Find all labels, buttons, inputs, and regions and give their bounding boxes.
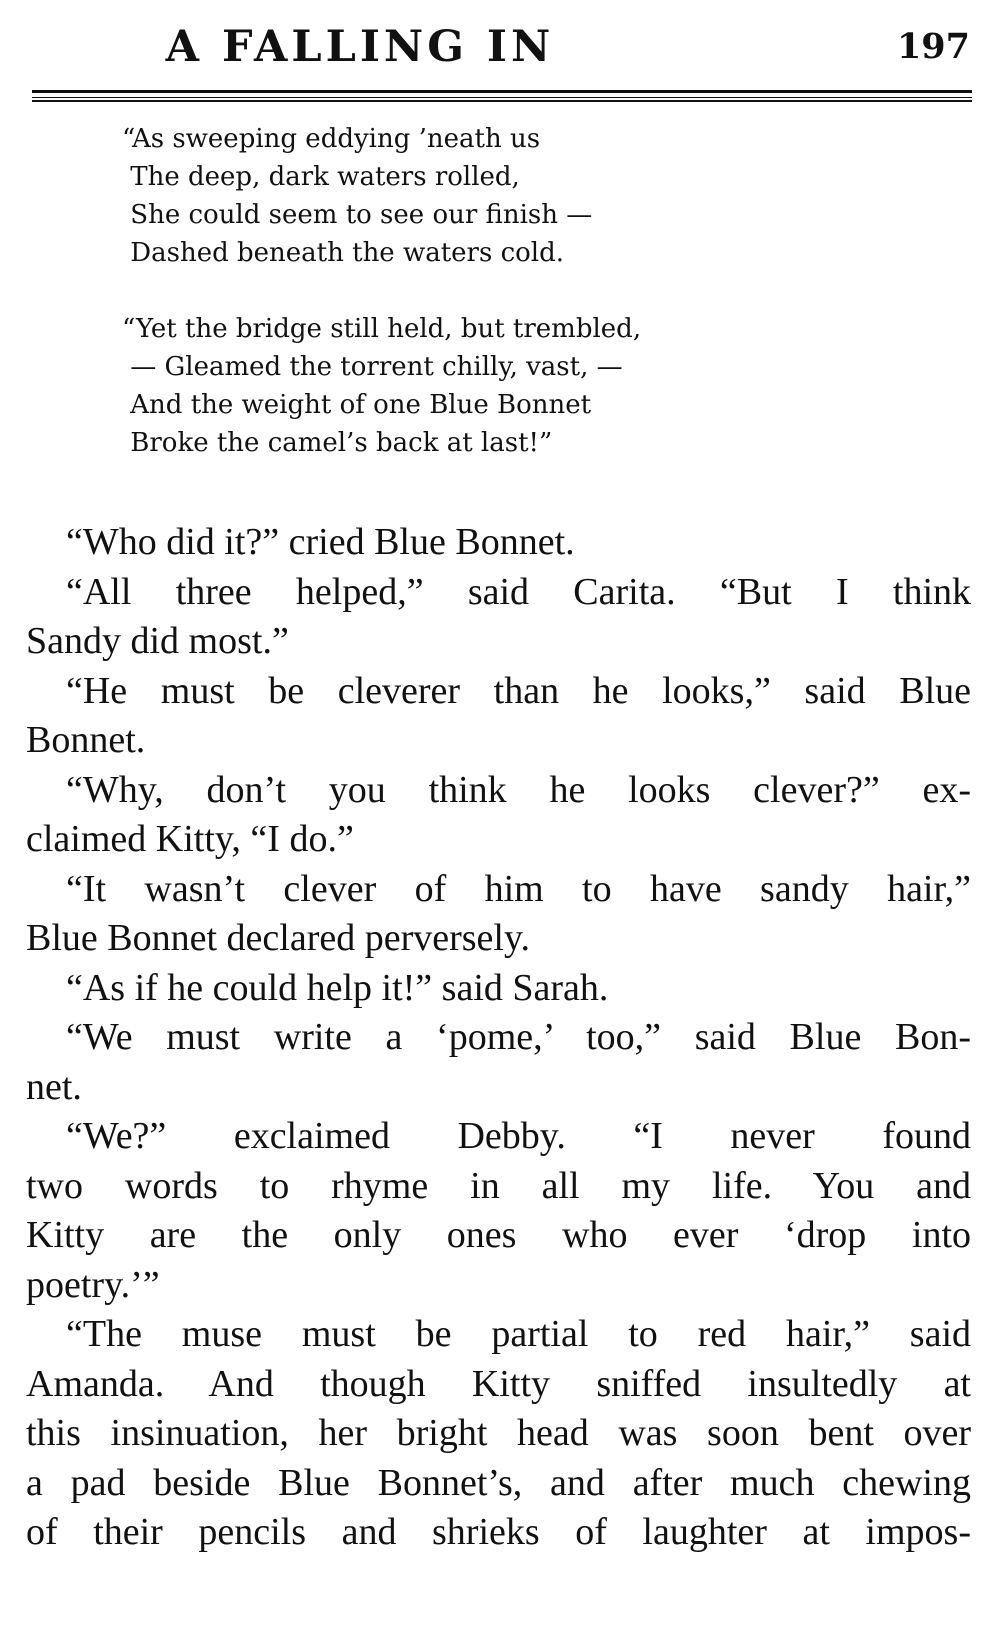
prose-line: Blue Bonnet declared perversely.: [26, 917, 531, 959]
poem-stanza: [122, 310, 822, 462]
prose-line: “He must be cleverer than he looks,” said Blue: [66, 669, 971, 712]
prose-line: “As if he could help it!” said Sarah.: [66, 966, 609, 1009]
prose-line: “It wasn’t clever of him to have sandy hair,”: [66, 867, 971, 910]
prose-line: a pad beside Blue Bonnet’s, and after much chewing: [26, 1461, 971, 1504]
prose-line: “Who did it?” cried Blue Bonnet.: [66, 521, 575, 563]
prose-line: of their pencils and shrieks of laughter at impos-: [26, 1511, 971, 1553]
prose-line: Amanda. And though Kitty sniffed insultedly at: [26, 1362, 971, 1405]
verse-line: “As sweeping eddying ’neath us: [122, 124, 541, 154]
verse-line: Broke the camel’s back at last!”: [122, 428, 553, 458]
verse-line: The deep, dark waters rolled,: [122, 162, 520, 192]
prose-body: [26, 518, 971, 1558]
verse-line: — Gleamed the torrent chilly, vast, —: [122, 352, 623, 382]
prose-line: “The muse must be partial to red hair,” said: [66, 1313, 971, 1355]
verse-line: And the weight of one Blue Bonnet: [122, 390, 592, 420]
verse-line: Dashed beneath the waters cold.: [122, 238, 565, 268]
prose-line: Kitty are the only ones who ever ‘drop into: [26, 1214, 971, 1256]
prose-line: “We?” exclaimed Debby. “I never found: [66, 1115, 971, 1157]
poem-stanza: [122, 120, 822, 272]
running-title: A FALLING IN: [165, 22, 555, 72]
header-rule: [32, 90, 972, 98]
prose-line: “All three helped,” said Carita. “But I think: [66, 570, 971, 613]
header-rule-thin: [32, 100, 972, 102]
prose-line: poetry.’”: [26, 1263, 160, 1306]
prose-line: Bonnet.: [26, 719, 146, 761]
prose-line: Sandy did most.”: [26, 620, 289, 662]
prose-line: this insinuation, her bright head was soon bent over: [26, 1412, 971, 1454]
poem: [122, 120, 822, 500]
prose-line: net.: [26, 1065, 82, 1108]
prose-line: claimed Kitty, “I do.”: [26, 818, 354, 860]
verse-line: “Yet the bridge still held, but trembled,: [122, 314, 642, 344]
prose-line: “Why, don’t you think he looks clever?” ex-: [66, 768, 971, 811]
verse-line: She could seem to see our finish —: [122, 200, 593, 230]
page-header: [0, 22, 1000, 82]
prose-line: two words to rhyme in all my life. You and: [26, 1164, 971, 1207]
page-number: 197: [896, 26, 970, 67]
prose-line: “We must write a ‘pome,’ too,” said Blue Bon-: [66, 1016, 971, 1058]
